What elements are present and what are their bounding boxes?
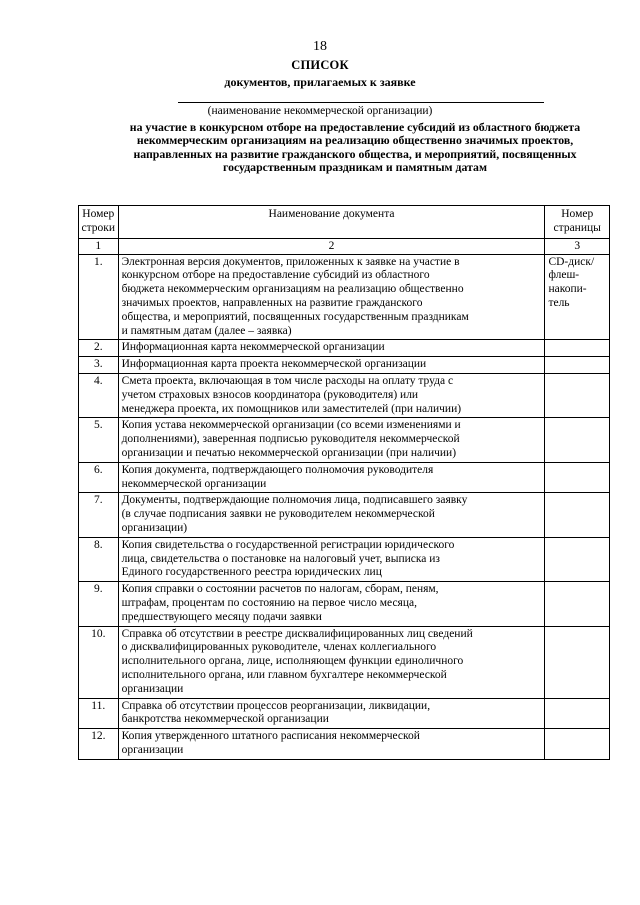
- page-number-cell: [545, 340, 610, 357]
- document-name-line: Копия свидетельства о государственной регистрации юридического: [121, 538, 455, 551]
- organization-name-blank-line: [178, 102, 544, 103]
- document-name: [118, 626, 545, 698]
- table-row: [79, 340, 610, 357]
- table-header-row: [79, 206, 610, 239]
- row-number: 10.: [79, 626, 119, 698]
- column-index: 2: [118, 238, 545, 254]
- purpose-line: государственным праздникам и памятным датам: [223, 159, 487, 174]
- document-name-line: общества, и мероприятий, посвященных государственным праздникам: [121, 310, 469, 323]
- table-row: [79, 626, 610, 698]
- document-name: [118, 729, 545, 760]
- document-name-line: исполнительного органа, лице, исполняющем функции единоличного: [121, 655, 464, 668]
- column-index: 1: [79, 238, 119, 254]
- row-number: 5.: [79, 418, 119, 462]
- document-name-line: банкротства некоммерческой организации: [121, 713, 329, 726]
- document-name-line: учетом страховых взносов координатора (руководителя) или: [121, 388, 419, 401]
- document-name: [118, 357, 545, 374]
- row-number: 4.: [79, 373, 119, 417]
- document-name-line: организации: [121, 743, 184, 756]
- table-body: [79, 254, 610, 759]
- document-name: [118, 462, 545, 493]
- row-number: 6.: [79, 462, 119, 493]
- column-index: 3: [545, 238, 610, 254]
- page-number-line: накопи-: [548, 283, 587, 296]
- row-number: 7.: [79, 493, 119, 537]
- table-row: [79, 254, 610, 340]
- purpose-line: направленных на развитие гражданского общества, и мероприятий, посвященных: [133, 146, 577, 161]
- document-name: [118, 418, 545, 462]
- document-name: [118, 493, 545, 537]
- page-number-cell: [545, 729, 610, 760]
- document-name-line: бюджета некоммерческим организациям на реализацию общественно: [121, 283, 464, 296]
- page-number-cell: [545, 493, 610, 537]
- row-number: 2.: [79, 340, 119, 357]
- table-row: [79, 418, 610, 462]
- organization-name-caption: (наименование некоммерческой организации): [207, 105, 433, 117]
- page-number-cell: [545, 626, 610, 698]
- purpose-line: некоммерческим организациям на реализацию общественно значимых проектов,: [136, 133, 574, 148]
- purpose-line: на участие в конкурсном отборе на предоставление субсидий из областного бюджета: [129, 120, 581, 134]
- document-name: [118, 698, 545, 729]
- table-row: [79, 698, 610, 729]
- document-name-line: Копия устава некоммерческой организации (со всеми изменениями и: [121, 419, 461, 432]
- header-page-number: Номер страницы: [545, 206, 610, 239]
- document-name-line: предшествующего месяцу подачи заявки: [121, 610, 322, 623]
- page-number-cell: [545, 418, 610, 462]
- document-name-line: о дисквалифицированных руководителе, членах коллегиального: [121, 641, 437, 654]
- page-number: 18: [313, 39, 327, 54]
- table-row: [79, 493, 610, 537]
- document-name: [118, 537, 545, 581]
- documents-table: [78, 205, 610, 760]
- page-number-cell: [545, 462, 610, 493]
- document-name-line: значимых проектов, направленных на развитие гражданского: [121, 296, 423, 309]
- page-number-cell: [545, 373, 610, 417]
- header-row-number: Номер строки: [79, 206, 119, 239]
- table-row: [79, 537, 610, 581]
- document-name-line: и памятным датам (далее – заявка): [121, 324, 292, 337]
- document-subtitle: документов, прилагаемых к заявке: [224, 75, 416, 89]
- table-column-index-row: [79, 238, 610, 254]
- document-name-line: Информационная карта некоммерческой организации: [121, 341, 385, 354]
- row-number: 11.: [79, 698, 119, 729]
- document-name: [118, 373, 545, 417]
- document-name-line: исполнительного органа, или главном бухгалтере некоммерческой: [121, 668, 447, 681]
- document-name-line: Информационная карта проекта некоммерческой организации: [121, 358, 427, 371]
- page-number-cell: [545, 537, 610, 581]
- document-title: СПИСОК: [291, 58, 349, 72]
- document-name-line: организации и печатью некоммерческой организации (при наличии): [121, 446, 457, 459]
- document-name-line: конкурсном отборе на предоставление субсидий из областного: [121, 269, 430, 282]
- document-name-line: Копия справки о состоянии расчетов по налогам, сборам, пеням,: [121, 583, 439, 596]
- document-name-line: некоммерческой организации: [121, 477, 267, 490]
- document-name-line: Справка об отсутствии в реестре дисквалифицированных лиц сведений: [121, 627, 473, 640]
- table-row: [79, 357, 610, 374]
- document-name-line: организации: [121, 682, 184, 695]
- document-name-line: Электронная версия документов, приложенных к заявке на участие в: [121, 255, 460, 268]
- document-name: [118, 340, 545, 357]
- table-row: [79, 373, 610, 417]
- page-number-cell: [545, 357, 610, 374]
- page-number-line: CD-диск/: [548, 255, 595, 268]
- document-name-line: Документы, подтверждающие полномочия лица, подписавшего заявку: [121, 494, 468, 507]
- page-number-cell: [545, 582, 610, 626]
- table-row: [79, 582, 610, 626]
- row-number: 12.: [79, 729, 119, 760]
- table-row: [79, 729, 610, 760]
- page-number-line: флеш-: [548, 269, 580, 282]
- row-number: 1.: [79, 254, 119, 340]
- document-name-line: дополнениями), заверенная подписью руководителя некоммерческой: [121, 433, 460, 446]
- document-name-line: организации): [121, 521, 188, 534]
- header-document-name: Наименование документа: [118, 206, 545, 239]
- page-number-cell: [545, 698, 610, 729]
- row-number: 3.: [79, 357, 119, 374]
- row-number: 9.: [79, 582, 119, 626]
- document-name-line: менеджера проекта, их помощников или заместителей (при наличии): [121, 402, 462, 415]
- purpose-statement: [96, 121, 614, 174]
- document-name-line: (в случае подписания заявки не руководителем некоммерческой: [121, 508, 435, 521]
- page-number-cell: [545, 254, 610, 340]
- table-row: [79, 462, 610, 493]
- document-name-line: лица, свидетельства о постановке на налоговый учет, выписка из: [121, 552, 440, 565]
- document-name-line: Копия утвержденного штатного расписания некоммерческой: [121, 730, 420, 743]
- document-name-line: Единого государственного реестра юридических лиц: [121, 566, 382, 579]
- document-name: [118, 582, 545, 626]
- document-name-line: Справка об отсутствии процессов реорганизации, ликвидации,: [121, 699, 431, 712]
- document-name-line: Копия документа, подтверждающего полномочия руководителя: [121, 463, 434, 476]
- document-name-line: штрафам, процентам по состоянию на первое число месяца,: [121, 596, 417, 609]
- row-number: 8.: [79, 537, 119, 581]
- page-number-line: тель: [548, 296, 570, 309]
- document-name: [118, 254, 545, 340]
- document-name-line: Смета проекта, включающая в том числе расходы на оплату труда с: [121, 374, 454, 387]
